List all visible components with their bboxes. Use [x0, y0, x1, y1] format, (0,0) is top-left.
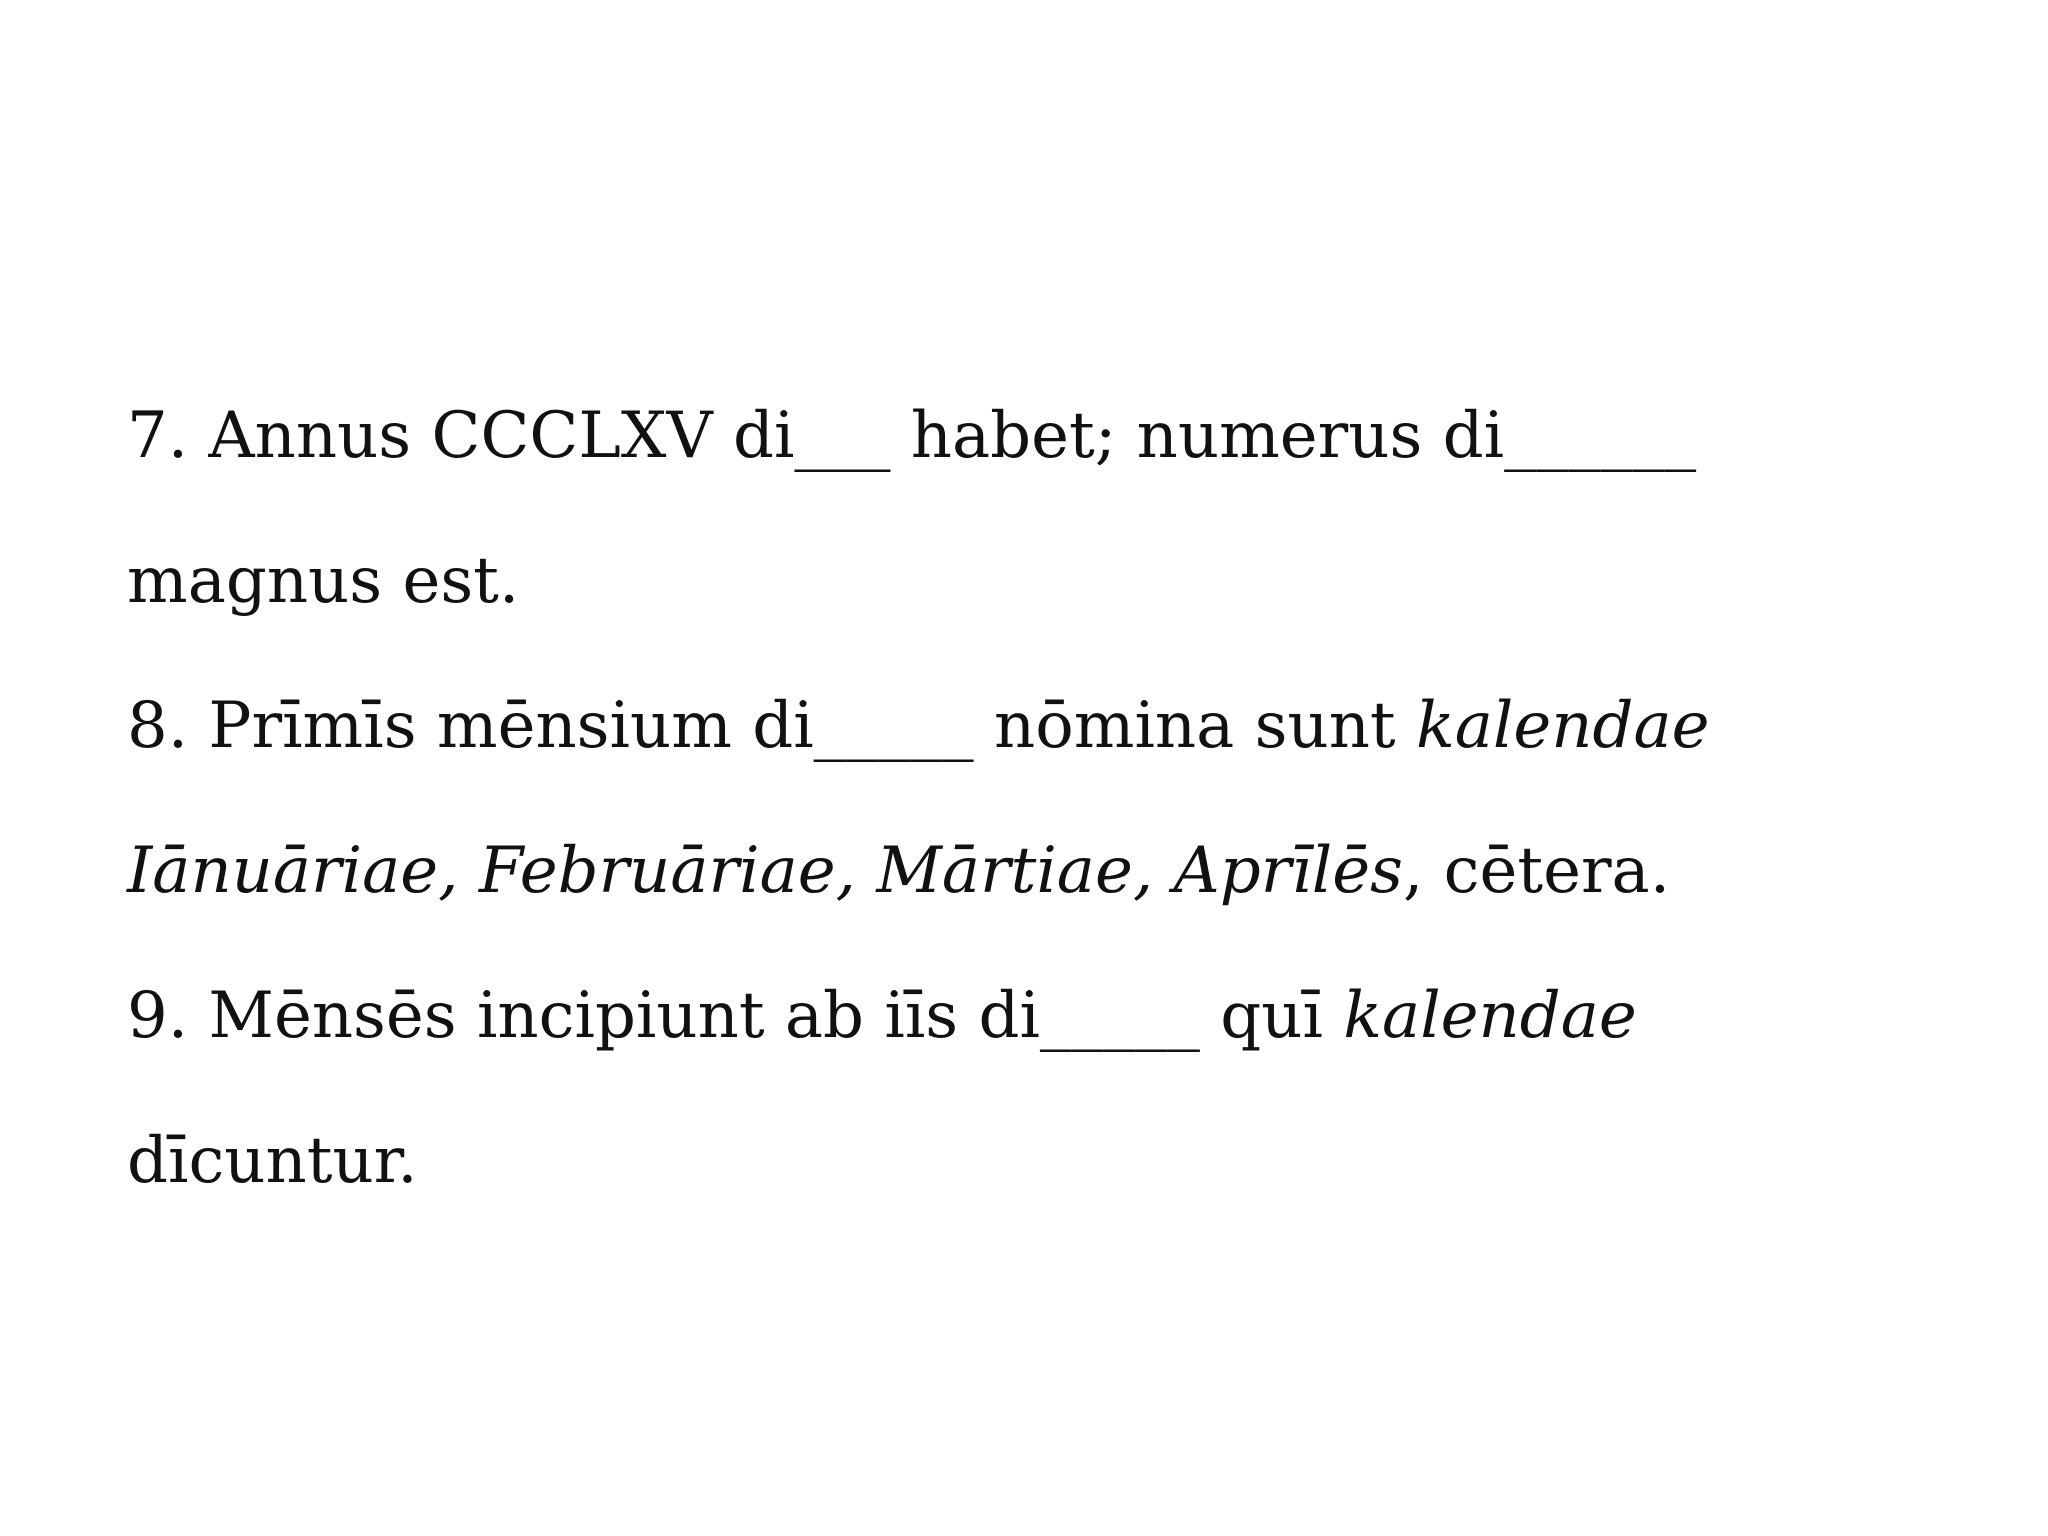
exercise-8-italic-a: kalendae — [1415, 689, 1710, 763]
exercise-9-line-1 — [127, 944, 1927, 1089]
exercise-9-text-b: dīcuntur. — [127, 1124, 418, 1198]
exercise-8-text-a: Prīmīs mēnsium di_____ nōmina sunt — [208, 689, 1416, 763]
exercise-number: 9. — [127, 979, 189, 1053]
exercise-7-text-a: Annus CCCLXV di___ habet; numerus di______ — [208, 399, 1697, 473]
exercise-9-italic-a: kalendae — [1343, 979, 1637, 1053]
exercise-7-line-1 — [127, 364, 1927, 509]
exercise-9-line-2 — [127, 1089, 1927, 1234]
exercise-7-line-2 — [127, 509, 1927, 654]
exercise-9-text-a: Mēnsēs incipiunt ab iīs di_____ quī — [208, 979, 1344, 1053]
exercise-number: 8. — [127, 689, 189, 763]
exercise-list — [127, 364, 1927, 1234]
exercise-8-italic-b: Iānuāriae, Februāriae, Mārtiae, Aprīlēs — [127, 834, 1403, 908]
exercise-8-text-b: , cētera. — [1402, 834, 1671, 908]
exercise-8-line-2 — [127, 799, 1927, 944]
exercise-number: 7. — [127, 399, 189, 473]
exercise-7-text-b: magnus est. — [127, 544, 520, 618]
exercise-8-line-1 — [127, 654, 1927, 799]
